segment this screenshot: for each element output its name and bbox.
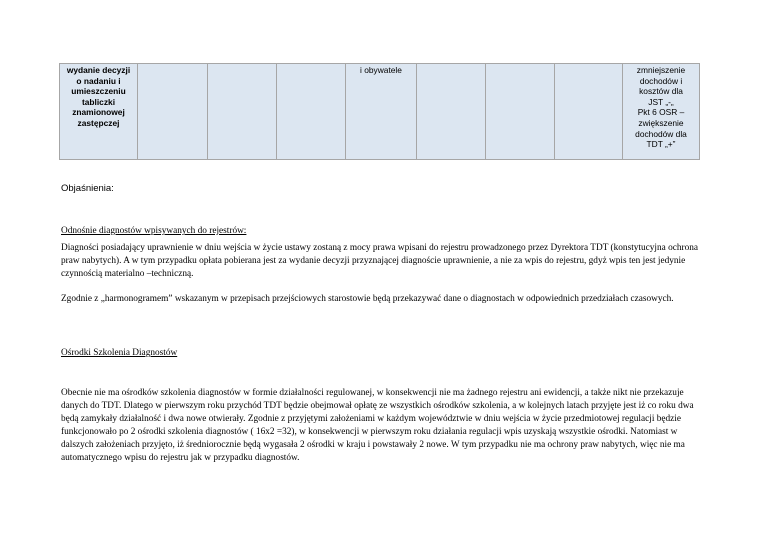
osrodki-heading: Ośrodki Szkolenia Diagnostów <box>61 348 178 358</box>
cell-text: wydanie decyzji o nadaniu i umieszczeniu tabliczki znamionowej zastępczej <box>66 65 131 128</box>
table-cell <box>417 64 486 160</box>
cell-text: i obywatele <box>360 65 402 75</box>
table-cell-effects <box>623 64 700 160</box>
table-cell <box>277 64 346 160</box>
cell-text: zmniejszenie dochodów i kosztów dla JST „-„ Pkt 6 OSR – zwiększenie dochodów dla TDT „+” <box>635 65 687 150</box>
diagnosci-paragraph-1: Diagności posiadający uprawnienie w dniu wejścia w życie ustawy zostaną z mocy prawa wpisani do rejestru prowadzonego przez Dyrektora TDT (konstytucyjna ochrona praw nabytych). A w tym przypadku opłata pobierana jest za wydanie decyzji przyznającej diagnoście uprawnienie, a nie za wpis do rejestru, gdyż wpis ten jest jedynie czynnością materialno –techniczną. <box>61 243 699 279</box>
table-cell <box>555 64 623 160</box>
table-cell-task <box>60 64 138 160</box>
table-cell <box>138 64 208 160</box>
osrodki-paragraph: Obecnie nie ma ośrodków szkolenia diagnostów w formie działalności regulowanej, w konsekwencji nie ma żadnego rejestru ani ewidencji, a także nikt nie przekazuje danych do TDT. Dlatego w pierwszym roku przychód TDT będzie obejmował opłatę ze wszystkich ośrodków szkolenia, a w kolejnych latach przyjęte jest iż co roku dwa będą zamykały działalność i dwa nowe otwierały. Zgodnie z przyjętymi założeniami w każdym województwie w dniu wejścia w życie przedmiotowej regulacji będzie funkcjonowało po 2 ośrodki szkolenia diagnostów ( 16x2 =32), w konsekwencji w pierwszym roku działania regulacji wpis uzyskają wszystkie ośrodki. Natomiast w dalszych założeniach przyjęto, iż średniorocznie będą wygasała 2 ośrodki w kraju i powstawały 2 nowe. W tym przypadku nie ma ochrony praw nabytych, więc nie ma automatycznego wpisu do rejestru jak w przypadku diagnostów. <box>61 388 694 463</box>
table-row <box>60 64 700 160</box>
table-cell-subjects <box>346 64 417 160</box>
table-cell <box>486 64 555 160</box>
explanations-label: Objaśnienia: <box>61 183 114 194</box>
osr-table <box>59 63 700 160</box>
diagnosci-paragraph-2: Zgodnie z „harmonogramem” wskazanym w przepisach przejściowych starostowie będą przekazywać dane o diagnostach w odpowiednich przedziałach czasowych. <box>61 294 674 304</box>
table-cell <box>208 64 277 160</box>
diagnosci-heading: Odnośnie diagnostów wpisywanych do rejestrów: <box>61 226 247 236</box>
